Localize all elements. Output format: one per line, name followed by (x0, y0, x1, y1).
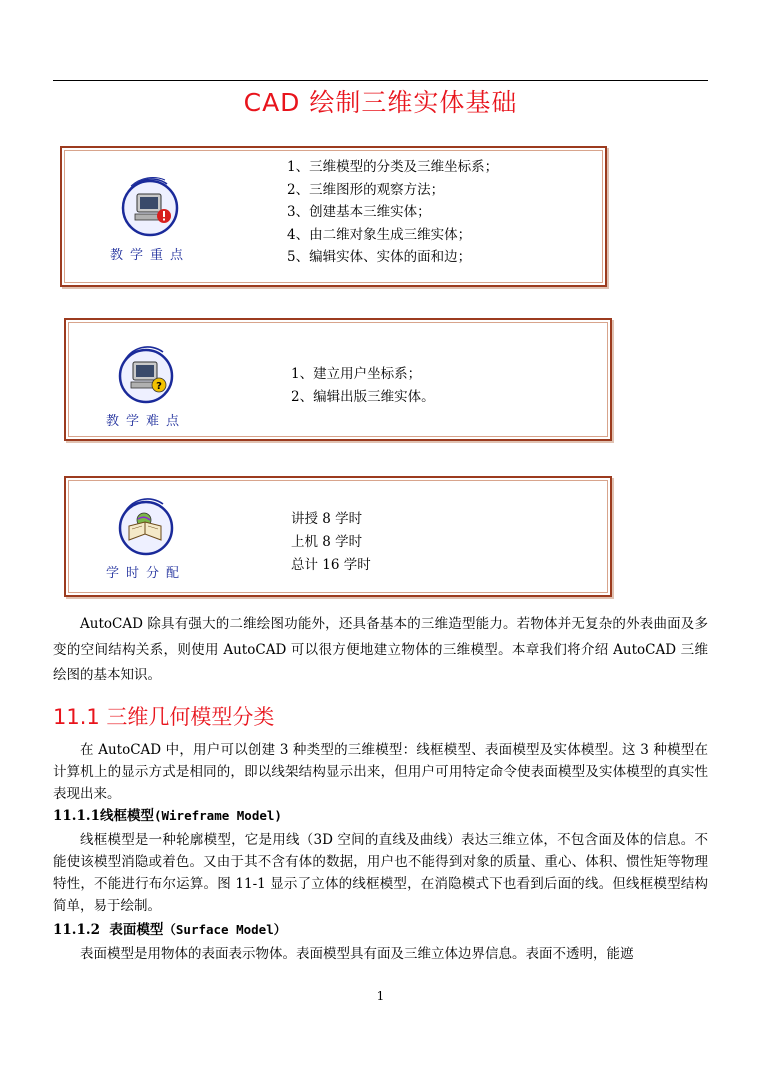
subsection-2-heading (53, 920, 286, 940)
subsection-title: 线框模型 (99, 808, 154, 824)
section-paragraph: 在 AutoCAD 中，用户可以创建 3 种类型的三维模型：线框模型、表面模型及实体模型。这 3 种模型在计算机上的显示方式是相同的，即以线架结构显示出来，但用户可用特定命令使表面模型及实体模型的真实性表现出来。 (53, 742, 708, 802)
list-item: 2、三维图形的观察方法； (287, 181, 445, 198)
computer-question-icon (111, 342, 181, 408)
difficulties-label: 教学难点 (105, 414, 186, 429)
list-item: 5、编辑实体、实体的面和边； (287, 249, 472, 265)
difficulties-emblem (96, 342, 196, 429)
key-points-box (60, 146, 607, 287)
subsection-title: 表面模型 (109, 922, 164, 938)
computer-alert-icon (115, 172, 185, 242)
hours-emblem (96, 496, 196, 581)
key-points-emblem (100, 172, 200, 263)
intro-paragraph: AutoCAD 除具有强大的二维绘图功能外，还具备基本的三维造型能力。若物体并无复杂的外表曲面及多变的空间结构关系，则使用 AutoCAD 可以很方便地建立物体的三维模型。本章我们将介绍 AutoCAD 三维绘图的基本知识。 (53, 616, 708, 683)
difficulties-box (64, 318, 612, 441)
section-heading: 11.1 三维几何模型分类 (53, 705, 275, 729)
list-item: 1、三维模型的分类及三维坐标系； (287, 159, 499, 175)
subsection-1-heading (53, 806, 282, 826)
subsection-2-paragraph: 表面模型是用物体的表面表示物体。表面模型具有面及三维立体边界信息。表面不透明，能遮 (80, 946, 634, 962)
list-item: 总计 16 学时 (291, 557, 371, 573)
hours-list (291, 508, 371, 577)
hours-box (64, 476, 612, 597)
svg-text:?: ? (156, 381, 162, 392)
hours-label: 学时分配 (105, 566, 186, 581)
page-title: CAD 绘制三维实体基础 (243, 88, 518, 117)
subsection-number: 11.1.2 (53, 922, 100, 938)
list-item: 讲授 8 学时 (291, 511, 363, 527)
header-rule (53, 80, 708, 81)
page-number: 1 (376, 989, 385, 1003)
book-globe-icon (111, 496, 181, 560)
list-item: 2、编辑出版三维实体。 (291, 388, 435, 405)
subsection-1-paragraph: 线框模型是一种轮廓模型，它是用线（3D 空间的直线及曲线）表达三维立体，不包含面及体的信息。不能使该模型消隐或着色。又由于其不含有体的数据，用户也不能得到对象的质量、重心、体积、惯性矩等物理特性，不能进行布尔运算。图 11-1 显示了立体的线框模型，在消隐模式下也看到后面的线。但线框模型结构简单，易于绘制。 (53, 832, 708, 914)
list-item: 4、由二维对象生成三维实体； (287, 226, 472, 243)
key-points-list (287, 156, 498, 269)
list-item: 3、创建基本三维实体； (287, 204, 431, 220)
subsection-number: 11.1.1 (53, 808, 100, 824)
difficulties-list (291, 363, 435, 408)
list-item: 1、建立用户坐标系； (291, 366, 422, 382)
subsection-english: （Surface Model） (163, 922, 287, 937)
list-item: 上机 8 学时 (291, 534, 363, 550)
subsection-english: (Wireframe Model) (153, 808, 282, 823)
key-points-label: 教学重点 (109, 248, 190, 263)
